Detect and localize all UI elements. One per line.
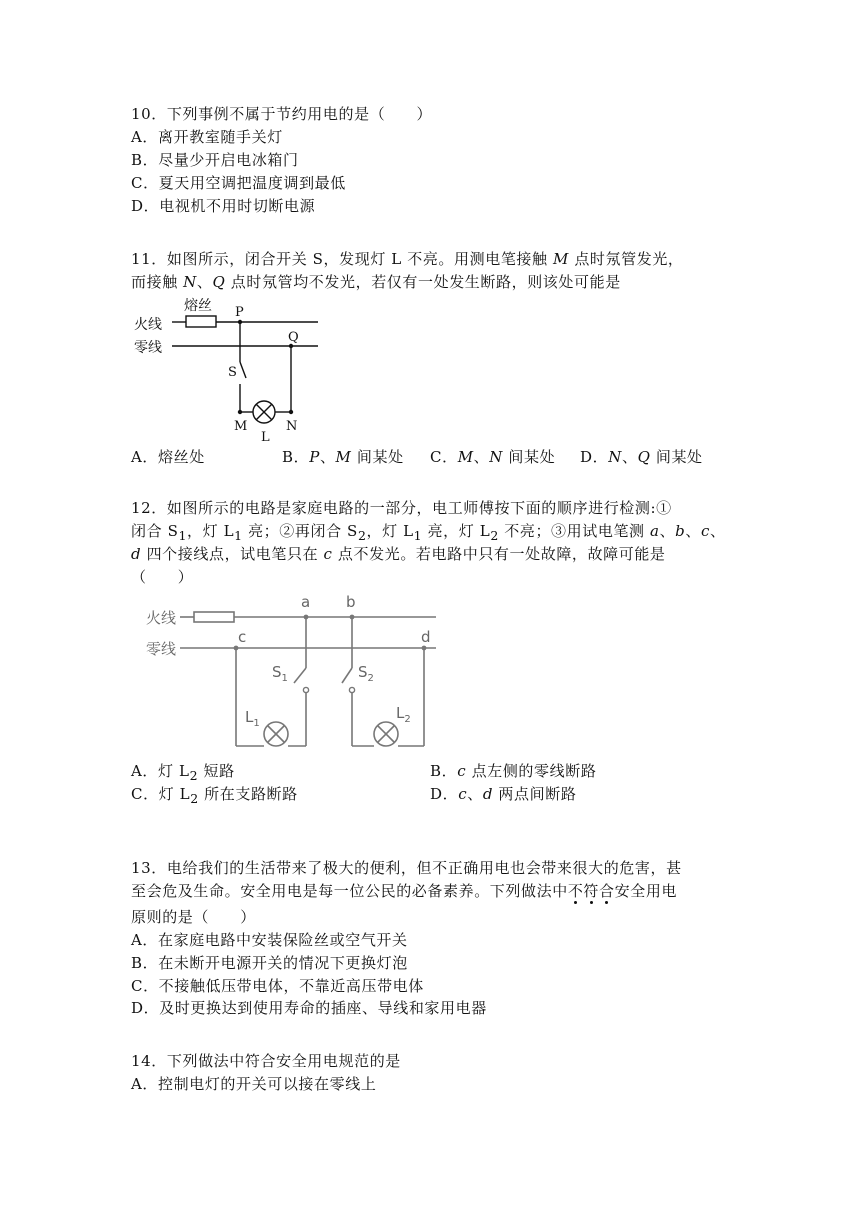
q12-l2-label: $L_2$ — [396, 704, 411, 725]
q11-neutral-label: 零线 — [134, 340, 162, 356]
q11-option-b: B．P、M 间某处 — [282, 448, 404, 466]
q14-option-a: A．控制电灯的开关可以接在零线上 — [131, 1075, 377, 1093]
q11-n-label: N — [286, 419, 298, 434]
q12-s1-label: $S_1$ — [272, 663, 288, 684]
q10-stem: 10．下列事例不属于节约用电的是（ ） — [131, 105, 433, 123]
q12-c-label: c — [238, 628, 247, 646]
q12-option-b: B．c 点左侧的零线断路 — [430, 762, 597, 780]
q10-option-c: C．夏天用空调把温度调到最低 — [131, 174, 346, 192]
q12-option-c: C．灯 $L_2$ 所在支路断路 — [131, 785, 298, 806]
q13-stem-line1: 13．电给我们的生活带来了极大的便利，但不正确用电也会带来很大的危害，甚 — [131, 859, 682, 877]
q12-stem-line2: 闭合 $S_1$，灯 $L_1$ 亮；②再闭合 $S_2$，灯 $L_1$ 亮，灯 $L_2$ 不亮；③用试电笔测 a、b、c、 — [131, 522, 726, 543]
q11-s-label: S — [228, 365, 237, 380]
q13-option-b: B．在未断开电源开关的情况下更换灯泡 — [131, 954, 408, 972]
q12-stem-line3: d 四个接线点，试电笔只在 c 点不发光。若电路中只有一处故障，故障可能是 — [131, 545, 666, 563]
q13-option-c: C．不接触低压带电体，不靠近高压带电体 — [131, 977, 424, 995]
q12-option-d: D．c、d 两点间断路 — [430, 785, 577, 803]
q11-l-label: L — [261, 430, 270, 445]
emphasis-char: 合 — [599, 882, 615, 900]
q13-stem-line3: 原则的是（ ） — [131, 908, 256, 926]
q10-option-d: D．电视机不用时切断电源 — [131, 197, 316, 215]
q11-stem-line1: 11．如图所示，闭合开关 S，发现灯 L 不亮。用测电笔接触 M 点时氖管发光， — [131, 250, 684, 268]
q14-stem: 14．下列做法中符合安全用电规范的是 — [131, 1052, 401, 1070]
q12-l1-label: $L_1$ — [245, 708, 260, 729]
q11-option-c: C．M、N 间某处 — [430, 448, 556, 466]
emphasis-char: 不 — [567, 882, 584, 900]
q10-option-b: B．尽量少开启电冰箱门 — [131, 151, 299, 169]
q11-m-label: M — [234, 419, 248, 434]
emphasis-char: 符 — [583, 882, 600, 900]
q12-b-label: b — [346, 593, 356, 611]
q10-option-a: A．离开教室随手关灯 — [131, 128, 283, 146]
q11-stem-line2: 而接触 N、Q 点时氖管均不发光，若仅有一处发生断路，则该处可能是 — [131, 273, 621, 291]
q11-option-d: D．N、Q 间某处 — [580, 448, 703, 466]
q12-a-label: a — [301, 593, 311, 611]
q12-neutral-label: 零线 — [146, 640, 177, 658]
q12-live-label: 火线 — [146, 609, 177, 627]
q13-option-d: D．及时更换达到使用寿命的插座、导线和家用电器 — [131, 999, 487, 1017]
q11-fuse-label: 熔丝 — [184, 298, 212, 314]
q12-option-a: A．灯 $L_2$ 短路 — [131, 762, 235, 783]
q11-p-label: P — [235, 305, 244, 320]
q11-q-label: Q — [288, 330, 299, 345]
q13-stem-line2: 至会危及生命。安全用电是每一位公民的必备素养。下列做法中不符合安全用电 — [131, 882, 678, 900]
q12-s2-label: $S_2$ — [358, 663, 374, 684]
q12-d-label: d — [421, 628, 431, 646]
q11-live-label: 火线 — [134, 317, 162, 333]
q11-option-a: A．熔丝处 — [131, 448, 205, 466]
q13-option-a: A．在家庭电路中安装保险丝或空气开关 — [131, 931, 408, 949]
q12-stem-line4: （ ） — [131, 568, 194, 586]
q12-stem-line1: 12．如图所示的电路是家庭电路的一部分，电工师傅按下面的顺序进行检测:① — [131, 499, 672, 517]
